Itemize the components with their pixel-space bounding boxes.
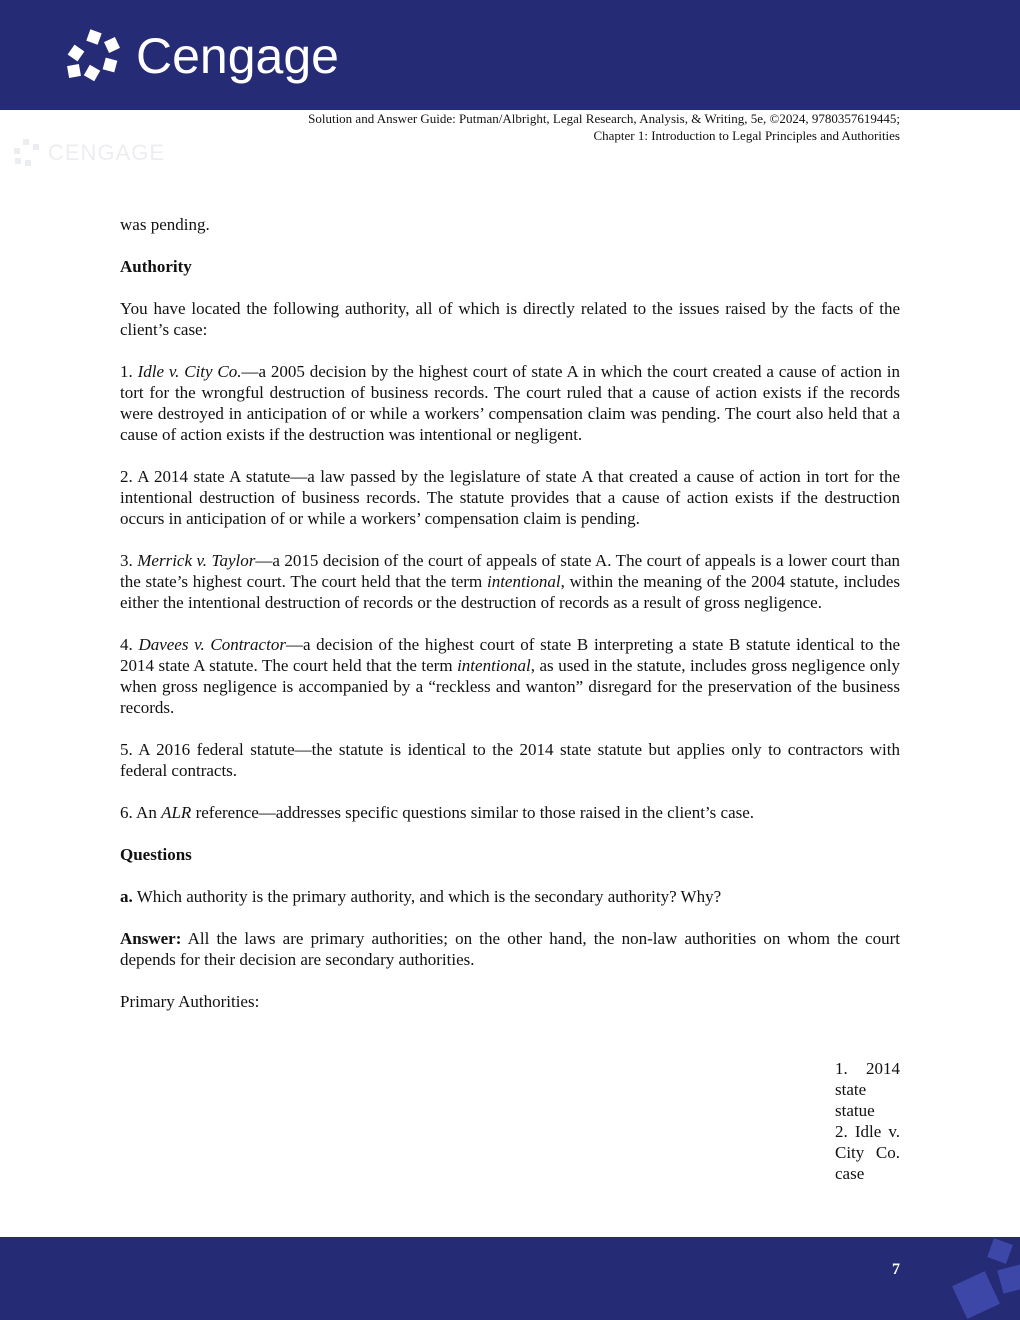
authority-item-2: 2. A 2014 state A statute—a law passed by the legislature of state A that created a cause of action in tort for the intentional destruction of business records. The statute provides that a cause of action exists if the destruction occurs in anticipation of or while a workers’ compensation claim is pending.: [120, 467, 900, 528]
watermark-logo: [12, 138, 165, 168]
list-item: 2. Idle v. City Co. case: [835, 1122, 900, 1183]
cengage-corner-icon: [950, 1237, 1020, 1320]
authority-item-1: [120, 361, 900, 445]
term: intentional: [457, 656, 531, 675]
authority-item-6: [120, 802, 900, 823]
authority-item-3: [120, 550, 900, 613]
item-text: —a decision of the highest court of state B interpreting a state B statute identical to the 2014 state A statute. The court held that the term: [120, 635, 900, 675]
item-text: reference—addresses specific questions similar to those raised in the client’s case.: [191, 803, 755, 822]
continuation-text: was pending.: [120, 215, 210, 234]
authority-heading: Authority: [120, 257, 192, 276]
question-label: a.: [120, 887, 133, 906]
item-text: , within the meaning of the 2004 statute, includes either the intentional destruction of records or the destruction of records as a result of gross negligence.: [120, 572, 900, 612]
term: ALR: [161, 803, 192, 822]
cengage-logo-icon: [66, 29, 124, 83]
header-band: [0, 0, 1020, 110]
term: intentional: [486, 572, 561, 591]
running-header: [308, 110, 900, 144]
item-number: 1.: [120, 362, 138, 381]
case-name: Idle v. City Co.: [137, 362, 242, 381]
running-header-line-2: Chapter 1: Introduction to Legal Principles and Authorities: [593, 128, 900, 143]
primary-authorities-heading: Primary Authorities:: [120, 992, 260, 1011]
primary-authorities-list: [835, 1058, 900, 1184]
list-item: 1. 2014 state statue: [835, 1059, 900, 1120]
document-body: [120, 214, 900, 1033]
watermark-text: CENGAGE: [48, 140, 166, 165]
answer: [120, 928, 900, 970]
item-text: , as used in the statute, includes gross negligence only when gross negligence is accompanied by a “reckless and wanton” disregard for the preservation of the business records.: [120, 656, 900, 717]
question-a: [120, 886, 900, 907]
item-text: —a 2015 decision of the court of appeals of state A. The court of appeals is a lower court than the state’s highest court. The court held that the term: [120, 551, 900, 591]
questions-heading: Questions: [120, 845, 192, 864]
case-name: Merrick v. Taylor: [137, 551, 256, 570]
question-text: Which authority is the primary authority, and which is the secondary authority? Why?: [132, 887, 722, 906]
item-number: 3.: [120, 551, 138, 570]
page-number: 7: [892, 1261, 900, 1278]
authority-item-5: 5. A 2016 federal statute—the statute is identical to the 2014 state statute but applies only to contractors with federal contracts.: [120, 740, 900, 780]
logo-text: Cengage: [136, 28, 339, 84]
case-name: Davees v. Contractor: [138, 635, 286, 654]
item-text: 6. An: [120, 803, 162, 822]
item-text: —a 2005 decision by the highest court of state A in which the court created a cause of action in tort for the wrongful destruction of business records. The court ruled that a cause of action exists if the records were destroyed in anticipation of or while a workers’ compensation claim was pending. The court also held that a cause of action exists if the destruction was intentional or negligent.: [120, 362, 900, 444]
item-number: 4.: [120, 635, 139, 654]
authority-intro: You have located the following authority, all of which is directly related to the issues raised by the facts of the client’s case:: [120, 299, 900, 339]
cengage-watermark-icon: [12, 138, 42, 168]
running-header-line-1: Solution and Answer Guide: Putman/Albright, Legal Research, Analysis, & Writing, 5e, ©2024, 9780357619445;: [308, 111, 900, 126]
answer-text: All the laws are primary authorities; on the other hand, the non-law authorities on whom the court depends for their decision are secondary authorities.: [120, 929, 900, 969]
authority-item-4: [120, 634, 900, 718]
footer-band: [0, 1237, 1020, 1320]
answer-label: Answer:: [120, 929, 182, 948]
cengage-logo: [66, 28, 339, 84]
